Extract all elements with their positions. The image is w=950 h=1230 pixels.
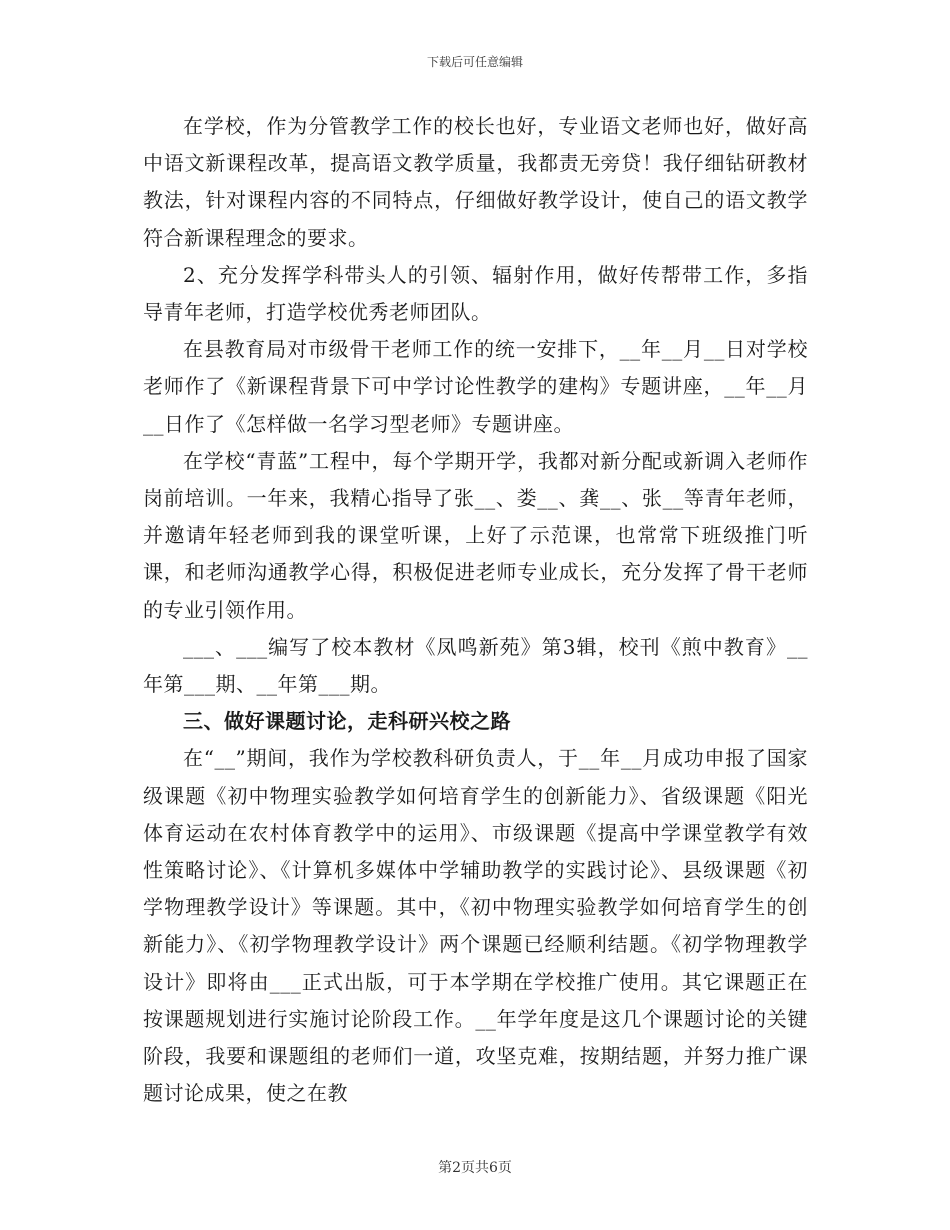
section-heading: 三、做好课题讨论，走科研兴校之路 [183, 709, 511, 734]
paragraph-research: 在“__”期间，我作为学校教科研负责人，于__年__月成功申报了国家级课题《初中物理实验教学如何培育学生的创新能力》、省级课题《阳光体育运动在农村体育教学中的运用》、市级课题《提高中学课堂教学有效性策略讨论》、《计算机多媒体中学辅助教学的实践讨论》、县级课题《初学物理教学设计》等课题。其中，《初中物理实验教学如何培育学生的创新能力》、《初学物理教学设计》两个课题已经顺利结题。《初学物理教学设计》即将由___正式出版，可于本学期在学校推广使用。其它课题正在按课题规划进行实施讨论阶段工作。__年学年度是这几个课题讨论的关键阶段，我要和课题组的老师们一道，攻坚克难，按期结题，并努力推广课题讨论成果，使之在教 [143, 746, 808, 1106]
paragraph-textbook: ___、___编写了校本教材《凤鸣新苑》第3辑，校刊《煎中教育》__年第___期、__年第___期。 [143, 634, 808, 697]
header-note: 下载后可任意编辑 [426, 55, 523, 69]
page-number: 第2页共6页 [438, 1160, 512, 1176]
paragraph-subject-leader: 2、充分发挥学科带头人的引领、辐射作用，做好传帮带工作，多指导青年老师，打造学校优秀老师团队。 [143, 262, 808, 325]
paragraph-lectures: 在县教育局对市级骨干老师工作的统一安排下，__年__月__日对学校老师作了《新课程背景下可中学讨论性教学的建构》专题讲座，__年__月__日作了《怎样做一名学习型老师》专题讲座。 [143, 337, 808, 436]
paragraph-mentoring: 在学校“青蓝”工程中，每个学期开学，我都对新分配或新调入老师作岗前培训。一年来，我精心指导了张__、娄__、龚__、张__等青年老师，并邀请年轻老师到我的课堂听课，上好了示范课，也常常下班级推门听课，和老师沟通教学心得，积极促进老师专业成长，充分发挥了骨干老师的专业引领作用。 [143, 448, 808, 622]
document-body [143, 108, 808, 1112]
paragraph-principal-role: 在学校，作为分管教学工作的校长也好，专业语文老师也好，做好高中语文新课程改革，提高语文教学质量，我都责无旁贷！我仔细钻研教材教法，针对课程内容的不同特点，仔细做好教学设计，使自己的语文教学符合新课程理念的要求。 [143, 114, 808, 250]
